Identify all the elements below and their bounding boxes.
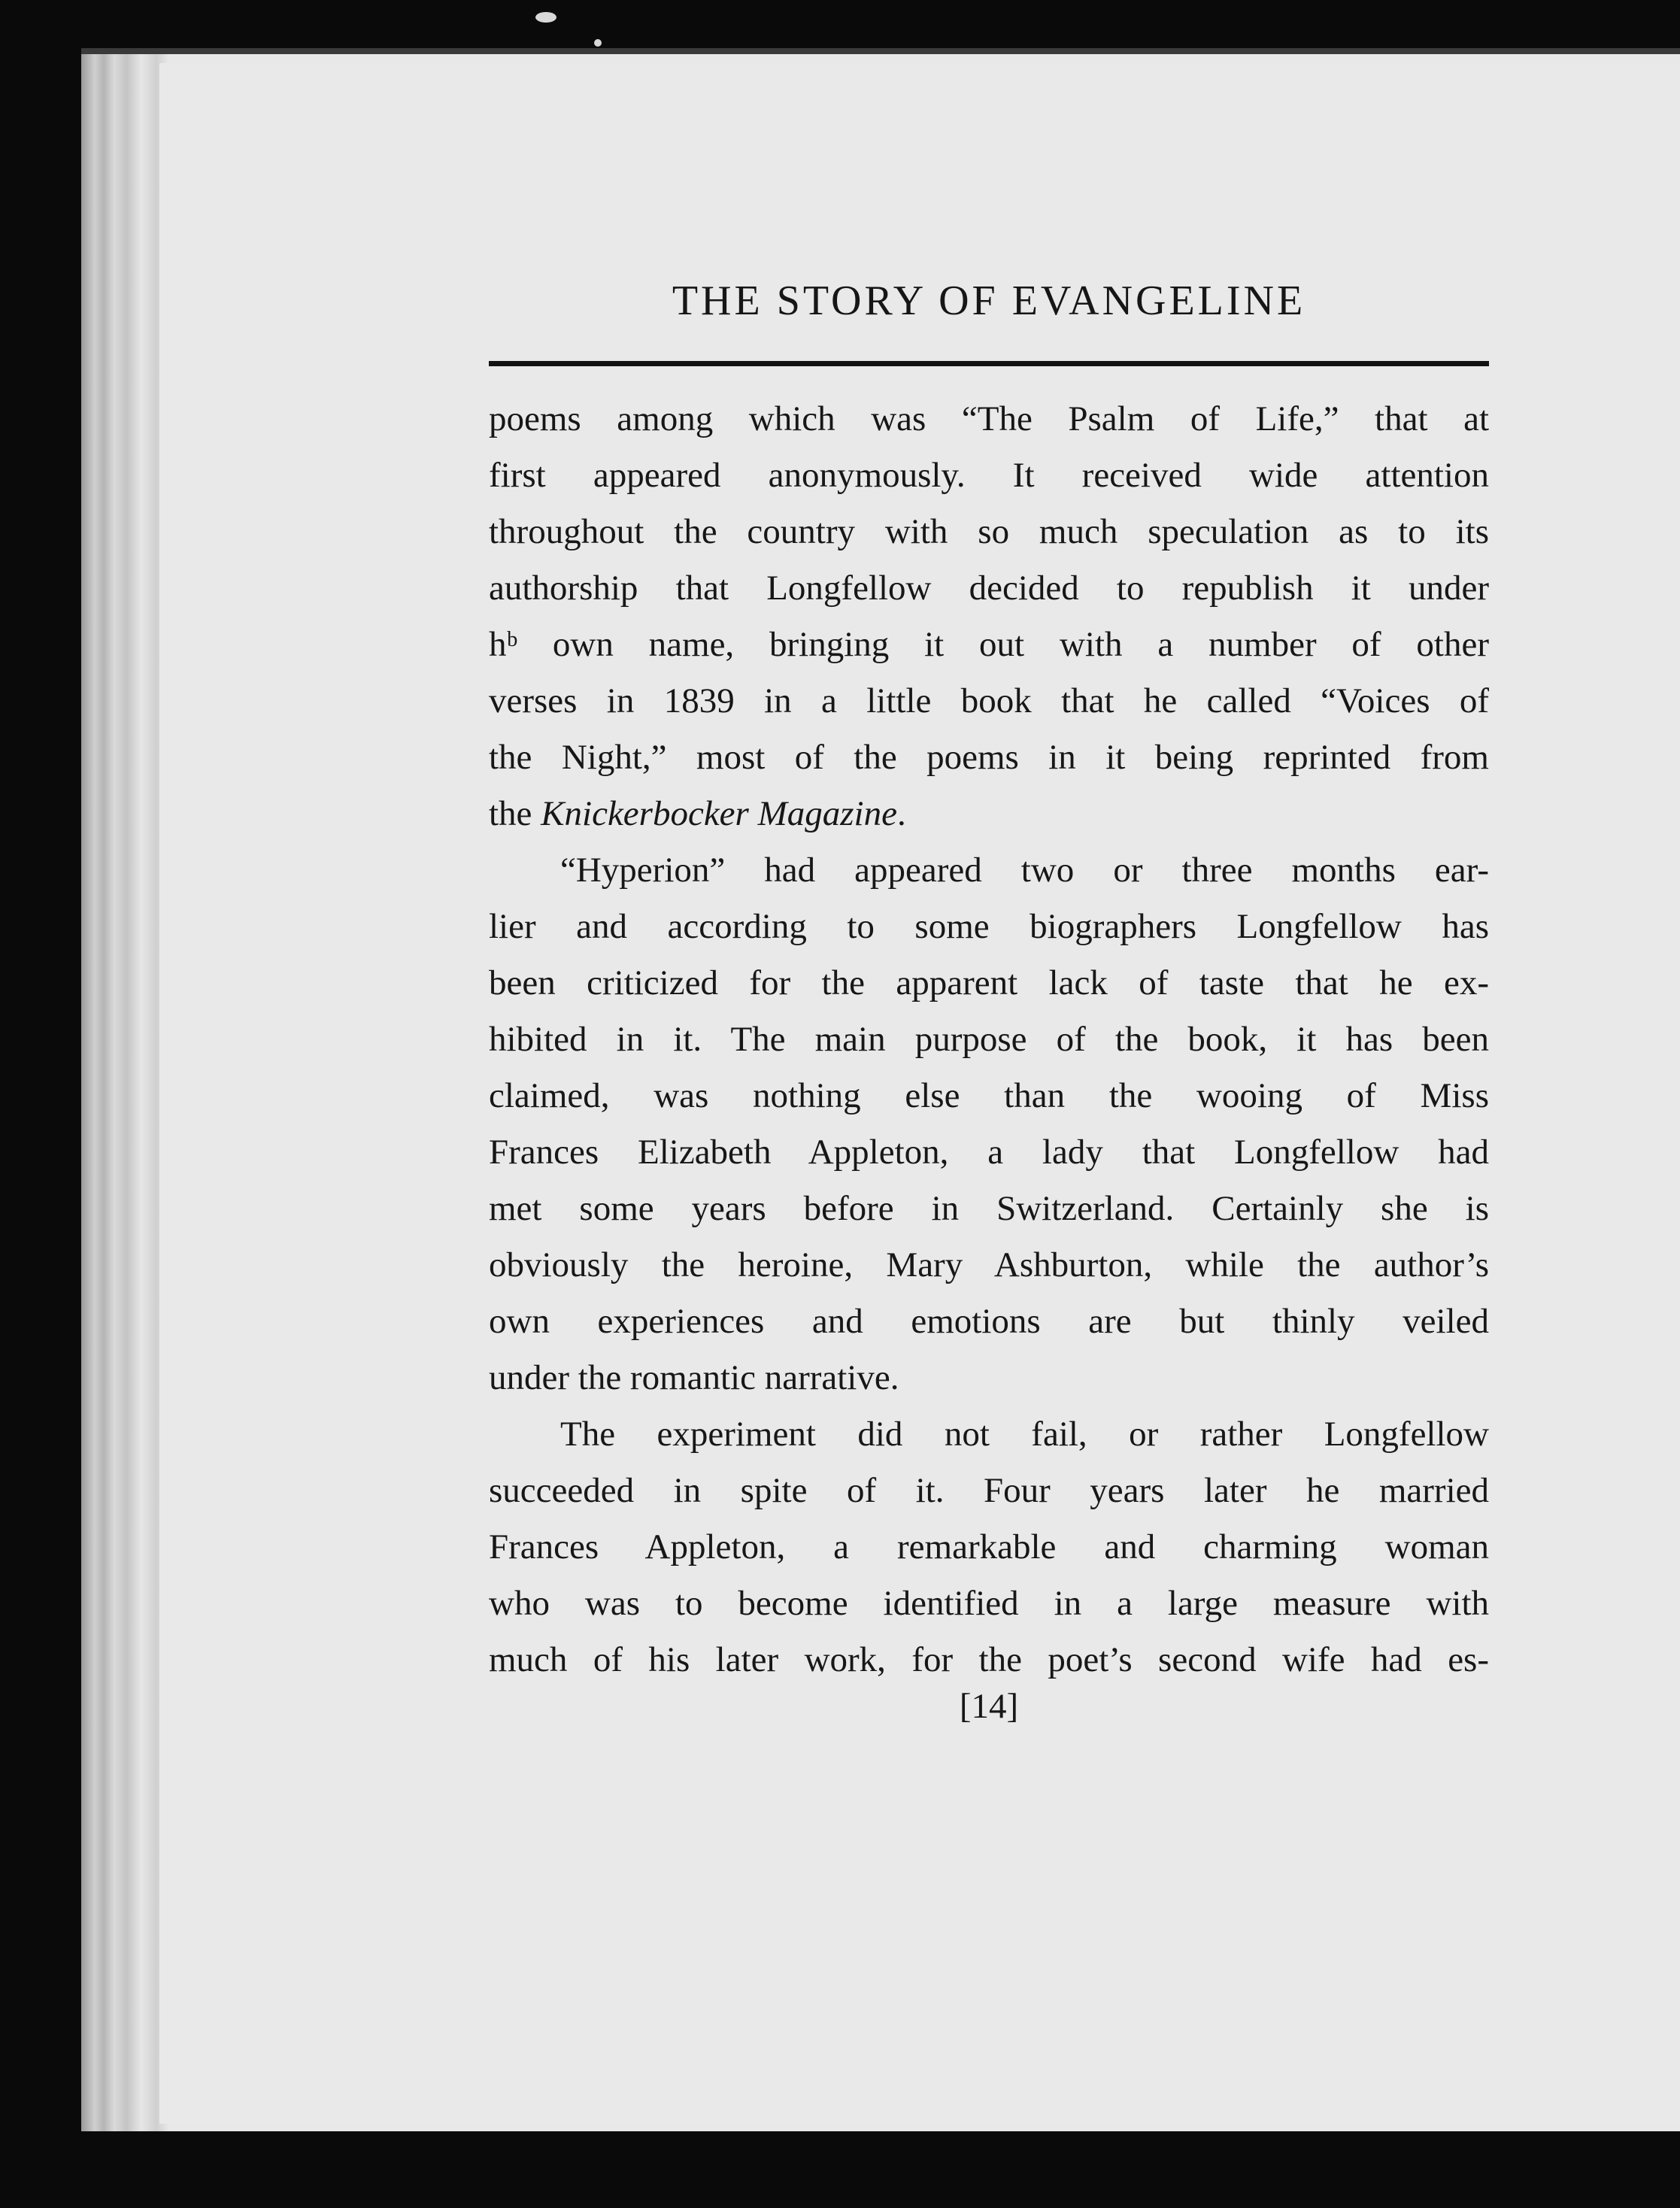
text-line: lier and according to some biographers Longfellow has xyxy=(489,907,1489,946)
text-line: under the romantic narrative. xyxy=(489,1358,899,1397)
text-fragment: . xyxy=(896,794,906,833)
text-line: authorship that Longfellow decided to republish it under xyxy=(489,569,1489,608)
text-line: claimed, was nothing else than the wooing of Miss xyxy=(489,1076,1489,1115)
text-line: verses in 1839 in a little book that he called “Voices of xyxy=(489,681,1489,720)
text-line: The experiment did not fail, or rather Longfellow xyxy=(560,1415,1489,1454)
text-line: “Hyperion” had appeared two or three months ear- xyxy=(560,851,1489,890)
header-rule xyxy=(489,361,1489,366)
text-line: throughout the country with so much speculation as to its xyxy=(489,512,1489,551)
text-line: Frances Appleton, a remarkable and charming woman xyxy=(489,1527,1489,1567)
text-line: met some years before in Switzerland. Certainly she is xyxy=(489,1189,1489,1228)
text-line: hᵇ own name, bringing it out with a number of other xyxy=(489,625,1489,664)
text-line: the Night,” most of the poems in it being reprinted from xyxy=(489,738,1489,777)
text-line: hibited in it. The main purpose of the book, it has been xyxy=(489,1020,1489,1059)
body-text xyxy=(489,391,1489,1688)
text-line: succeeded in spite of it. Four years later he married xyxy=(489,1471,1489,1510)
text-line: much of his later work, for the poet’s second wife had es- xyxy=(489,1640,1489,1679)
text-line: Frances Elizabeth Appleton, a lady that Longfellow had xyxy=(489,1133,1489,1172)
text-line: own experiences and emotions are but thinly veiled xyxy=(489,1302,1489,1341)
text-fragment: the xyxy=(489,794,541,833)
text-line: been criticized for the apparent lack of taste that he ex- xyxy=(489,963,1489,1002)
running-head: THE STORY OF EVANGELINE xyxy=(672,278,1306,324)
text-line xyxy=(489,786,1489,842)
text-line: obviously the heroine, Mary Ashburton, while the author’s xyxy=(489,1245,1489,1284)
magazine-title: Knickerbocker Magazine xyxy=(541,794,897,833)
dust-speck xyxy=(535,12,556,23)
dust-speck xyxy=(594,39,602,47)
text-line: poems among which was “The Psalm of Life,” that at xyxy=(489,399,1489,438)
page-number: [14] xyxy=(959,1687,1019,1726)
text-line: who was to become identified in a large measure with xyxy=(489,1584,1489,1623)
text-line: first appeared anonymously. It received wide attention xyxy=(489,456,1489,495)
